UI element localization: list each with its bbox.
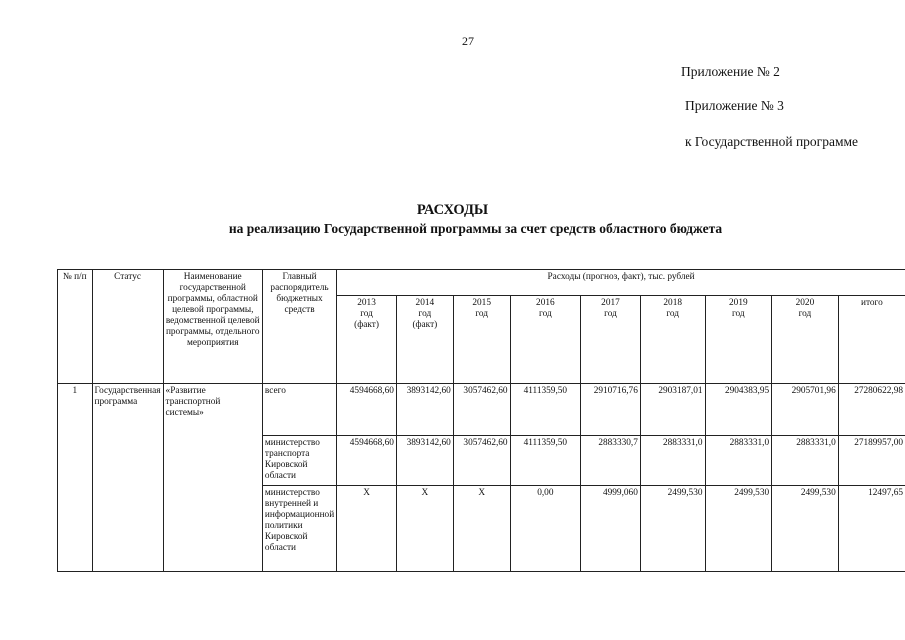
total-header: итого bbox=[838, 296, 905, 384]
table-row bbox=[58, 384, 905, 436]
value-cell: 2883331,0 bbox=[640, 436, 705, 486]
total-cell: 27280622,98 bbox=[838, 384, 905, 436]
year-header: 2019 год bbox=[705, 296, 772, 384]
program-name: «Развитие транспортной системы» bbox=[163, 384, 262, 572]
value-cell: 3893142,60 bbox=[396, 384, 453, 436]
header-expenses: Расходы (прогноз, факт), тыс. рублей bbox=[337, 270, 905, 296]
header-budget-manager: Главный распорядитель бюджетных средств bbox=[262, 270, 336, 384]
document-subtitle: на реализацию Государственной программы за счет средств областного бюджета bbox=[228, 221, 723, 236]
value-cell: 2883331,0 bbox=[772, 436, 839, 486]
value-cell: 2499,530 bbox=[705, 486, 772, 572]
appendix-line-3: к Государственной программе bbox=[685, 134, 859, 149]
page-number: 27 bbox=[462, 34, 474, 48]
value-cell: 4111359,50 bbox=[510, 384, 581, 436]
value-cell: 2499,530 bbox=[772, 486, 839, 572]
program-status: Государственная программа bbox=[92, 384, 163, 572]
expenses-table bbox=[57, 269, 905, 572]
total-cell: 27189957,00 bbox=[838, 436, 905, 486]
year-header: 2017 год bbox=[581, 296, 641, 384]
row-manager: всего bbox=[262, 384, 336, 436]
value-cell: 2910716,76 bbox=[581, 384, 641, 436]
value-cell: 2904383,95 bbox=[705, 384, 772, 436]
year-header: 2020 год bbox=[772, 296, 839, 384]
header-status: Статус bbox=[92, 270, 163, 384]
value-cell: 2883331,0 bbox=[705, 436, 772, 486]
table-header-row bbox=[58, 270, 905, 296]
total-cell: 12497,65 bbox=[838, 486, 905, 572]
value-cell: Х bbox=[337, 486, 397, 572]
value-cell: 3057462,60 bbox=[453, 384, 510, 436]
appendix-line-1: Приложение № 2 bbox=[681, 64, 780, 79]
appendix-line-2: Приложение № 3 bbox=[685, 98, 784, 113]
header-program-name: Наименование государственной программы, областной целевой программы, ведомственной целевой программы, отдельного мероприятия bbox=[163, 270, 262, 384]
value-cell: 2499,530 bbox=[640, 486, 705, 572]
value-cell: 2903187,01 bbox=[640, 384, 705, 436]
year-header: 2015 год bbox=[453, 296, 510, 384]
document-title: РАСХОДЫ bbox=[416, 202, 489, 218]
row-manager: министерство внутренней и информационной политики Кировской области bbox=[262, 486, 336, 572]
year-header: 2016 год bbox=[510, 296, 581, 384]
value-cell: 2883330,7 bbox=[581, 436, 641, 486]
value-cell: Х bbox=[453, 486, 510, 572]
value-cell: 3893142,60 bbox=[396, 436, 453, 486]
value-cell: 3057462,60 bbox=[453, 436, 510, 486]
value-cell: 4594668,60 bbox=[337, 436, 397, 486]
value-cell: 2905701,96 bbox=[772, 384, 839, 436]
value-cell: 0,00 bbox=[510, 486, 581, 572]
year-header: 2013 год (факт) bbox=[337, 296, 397, 384]
value-cell: 4111359,50 bbox=[510, 436, 581, 486]
value-cell: Х bbox=[396, 486, 453, 572]
year-header: 2014 год (факт) bbox=[396, 296, 453, 384]
value-cell: 4594668,60 bbox=[337, 384, 397, 436]
row-manager: министерство транспорта Кировской области bbox=[262, 436, 336, 486]
year-header: 2018 год bbox=[640, 296, 705, 384]
value-cell: 4999,060 bbox=[581, 486, 641, 572]
header-num: № п/п bbox=[58, 270, 93, 384]
program-num: 1 bbox=[58, 384, 93, 572]
